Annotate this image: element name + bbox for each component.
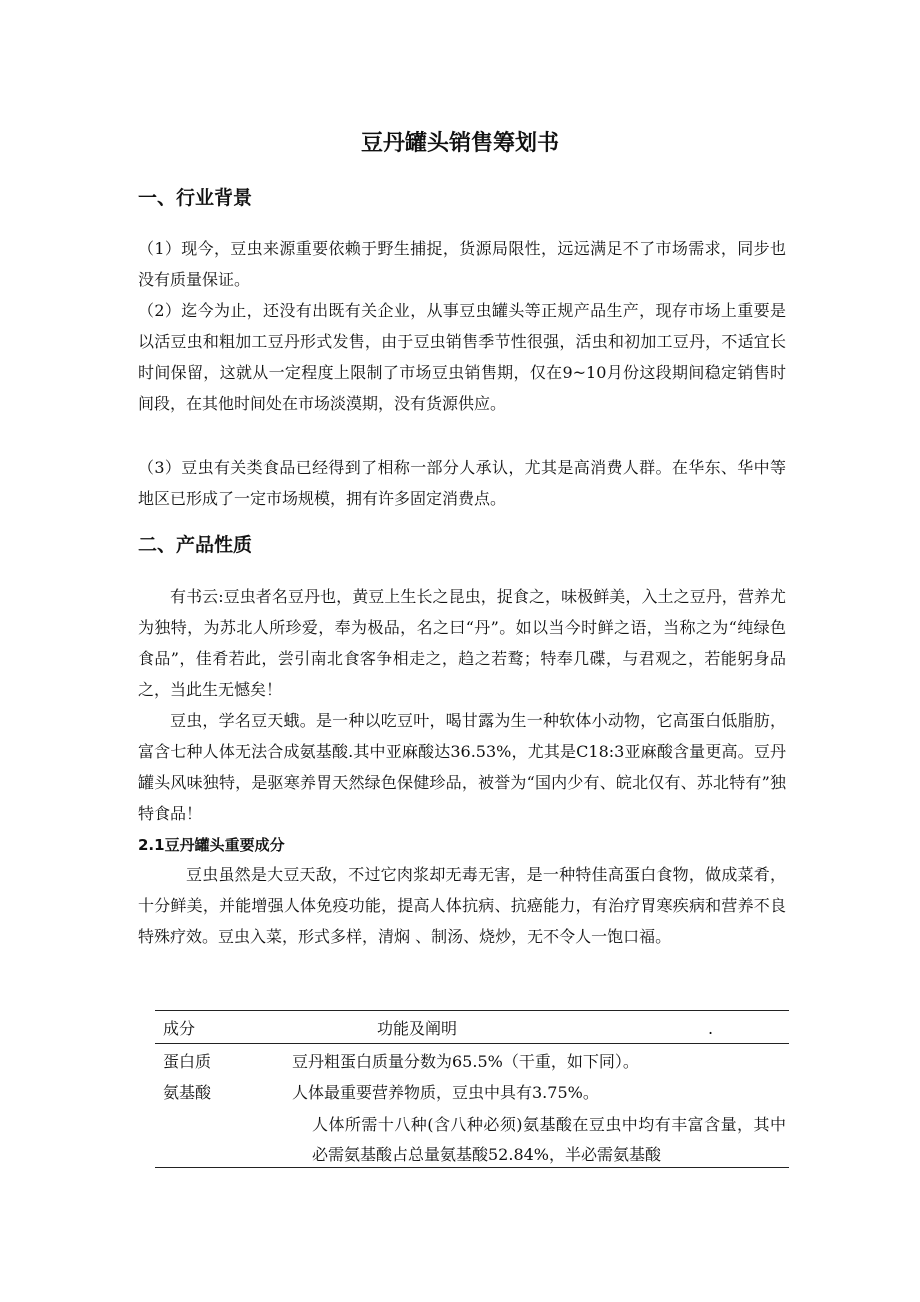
paragraph-product-1: 有书云:豆虫者名豆丹也，黄豆上生长之昆虫，捉食之，味极鲜美，入土之豆丹，营养尤为独特，为苏北人所珍爱，奉为极品，名之曰“丹”。如以当今时鲜之语，当称之为“纯绿色食品”，佳肴若此，尝引南北食客争相走之，趋之若鹜；特奉几碟，与君观之，若能躬身品之，当此生无憾矣！ bbox=[138, 587, 786, 699]
section-heading-industry-background: 一、行业背景 bbox=[138, 187, 253, 209]
table-row-protein-name: 蛋白质 bbox=[163, 1052, 212, 1071]
paragraph-product-2: 豆虫，学名豆天蛾。是一种以吃豆叶，喝甘露为生一种软体小动物，它高蛋白低脂肪，富含七种人体无法合成氨基酸.其中亚麻酸达36.53%，尤其是C18:3亚麻酸含量更高。豆丹罐头风味独特，是驱寒养胃天然绿色保健珍品，被誉为“国内少有、皖北仅有、苏北特有”独特食品！ bbox=[138, 711, 786, 823]
table-bottom-rule bbox=[155, 1167, 789, 1168]
table-header-ingredient: 成分 bbox=[163, 1019, 196, 1038]
table-row-protein-desc: 豆丹粗蛋白质量分数为65.5%（干重，如下同）。 bbox=[292, 1052, 639, 1071]
table-row-amino-desc: 人体最重要营养物质，豆虫中具有3.75%。 bbox=[292, 1083, 599, 1102]
table-header-rule bbox=[155, 1043, 789, 1044]
table-header-mark: . bbox=[708, 1019, 714, 1038]
table-top-rule bbox=[155, 1010, 789, 1011]
table-row-amino-extra: 人体所需十八种(含八种必须)氨基酸在豆虫中均有丰富含量，其中必需氨基酸占总量氨基酸52.84%，半必需氨基酸 bbox=[312, 1115, 786, 1164]
paragraph-background-1: （1）现今，豆虫来源重要依赖于野生捕捉，货源局限性，远远满足不了市场需求，同步也没有质量保证。 bbox=[138, 239, 786, 289]
section-heading-product-nature: 二、产品性质 bbox=[138, 534, 253, 556]
paragraph-background-3: （3）豆虫有关类食品已经得到了相称一部分人承认，尤其是高消费人群。在华东、华中等地区已形成了一定市场规模，拥有许多固定消费点。 bbox=[138, 458, 786, 508]
paragraph-background-2: （2）迄今为止，还没有出既有关企业，从事豆虫罐头等正规产品生产，现存市场上重要是以活豆虫和粗加工豆丹形式发售，由于豆虫销售季节性很强，活虫和初加工豆丹，不适宜长时间保留，这就从一定程度上限制了市场豆虫销售期，仅在9~10月份这段期间稳定销售时间段，在其他时间处在市场淡漠期，没有货源供应。 bbox=[138, 301, 786, 413]
subsection-heading-ingredients: 2.1豆丹罐头重要成分 bbox=[138, 836, 285, 854]
document-title: 豆丹罐头销售筹划书 bbox=[360, 131, 559, 156]
paragraph-ingredients: 豆虫虽然是大豆天敌，不过它肉浆却无毒无害，是一种特佳高蛋白食物，做成菜肴，十分鲜美，并能增强人体免疫功能，提高人体抗病、抗癌能力，有治疗胃寒疾病和营养不良特殊疗效。豆虫入菜，形式多样，清焖 、制汤、烧炒，无不令人一饱口福。 bbox=[138, 865, 786, 946]
table-header-function: 功能及阐明 bbox=[377, 1019, 458, 1038]
table-row-amino-name: 氨基酸 bbox=[163, 1083, 212, 1102]
